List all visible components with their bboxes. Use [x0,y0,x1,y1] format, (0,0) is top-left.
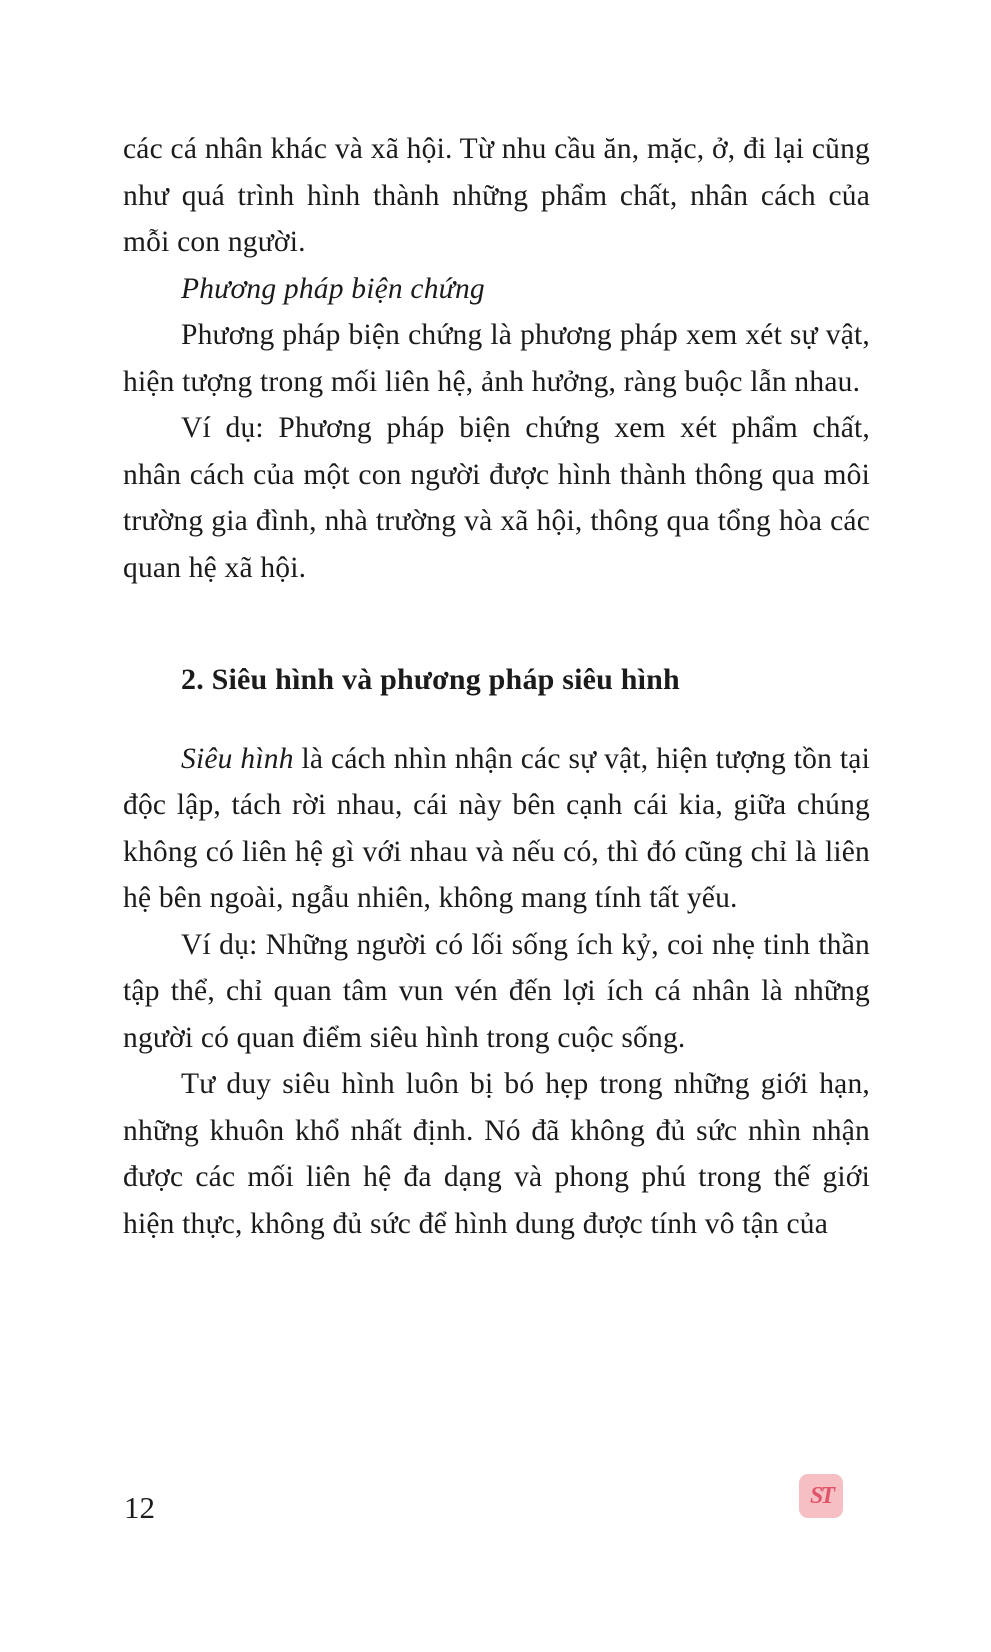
section-heading: 2. Siêu hình và phương pháp siêu hình [181,663,680,696]
paragraph-definition: Phương pháp biện chứng là phương pháp xem xét sự vật, hiện tượng trong mối liên hệ, ảnh hưởng, ràng buộc lẫn nhau. [123,319,870,398]
publisher-logo-icon [799,1474,843,1518]
page-number: 12 [124,1490,155,1525]
paragraph-body-text: là cách nhìn nhận các sự vật, hiện tượng tồn tại độc lập, tách rời nhau, cái này bên cạnh cái kia, giữa chúng không có liên hệ gì với nhau và nếu có, thì đó cũng chỉ là liên hệ bên ngoài, ngẫu nhiên, không mang tính tất yếu. [123,742,870,914]
paragraph-example-1: Ví dụ: Phương pháp biện chứng xem xét phẩm chất, nhân cách của một con người được hình thành thông qua môi trường gia đình, nhà trường và xã hội, thông qua tổng hòa các quan hệ xã hội. [123,412,870,584]
paragraph-lead-italic: Siêu hình [181,742,294,775]
paragraph-example-2: Ví dụ: Những người có lối sống ích kỷ, coi nhẹ tinh thần tập thể, chỉ quan tâm vun vén đến lợi ích cá nhân là những người có quan điểm siêu hình trong cuộc sống. [123,928,870,1054]
page-text-block [123,126,870,1247]
publisher-logo-text: ST [809,1482,832,1509]
page-footer [0,1462,991,1652]
paragraph-closing: Tư duy siêu hình luôn bị bó hẹp trong những giới hạn, những khuôn khổ nhất định. Nó đã không đủ sức nhìn nhận được các mối liên hệ đa dạng và phong phú trong thế giới hiện thực, không đủ sức để hình dung được tính vô tận của [123,1068,870,1240]
paragraph-continuation: các cá nhân khác và xã hội. Từ nhu cầu ăn, mặc, ở, đi lại cũng như quá trình hình thành những phẩm chất, nhân cách của mỗi con người. [123,133,870,258]
paragraph-sieu-hinh [123,736,870,922]
subsection-heading-italic: Phương pháp biện chứng [181,272,485,305]
